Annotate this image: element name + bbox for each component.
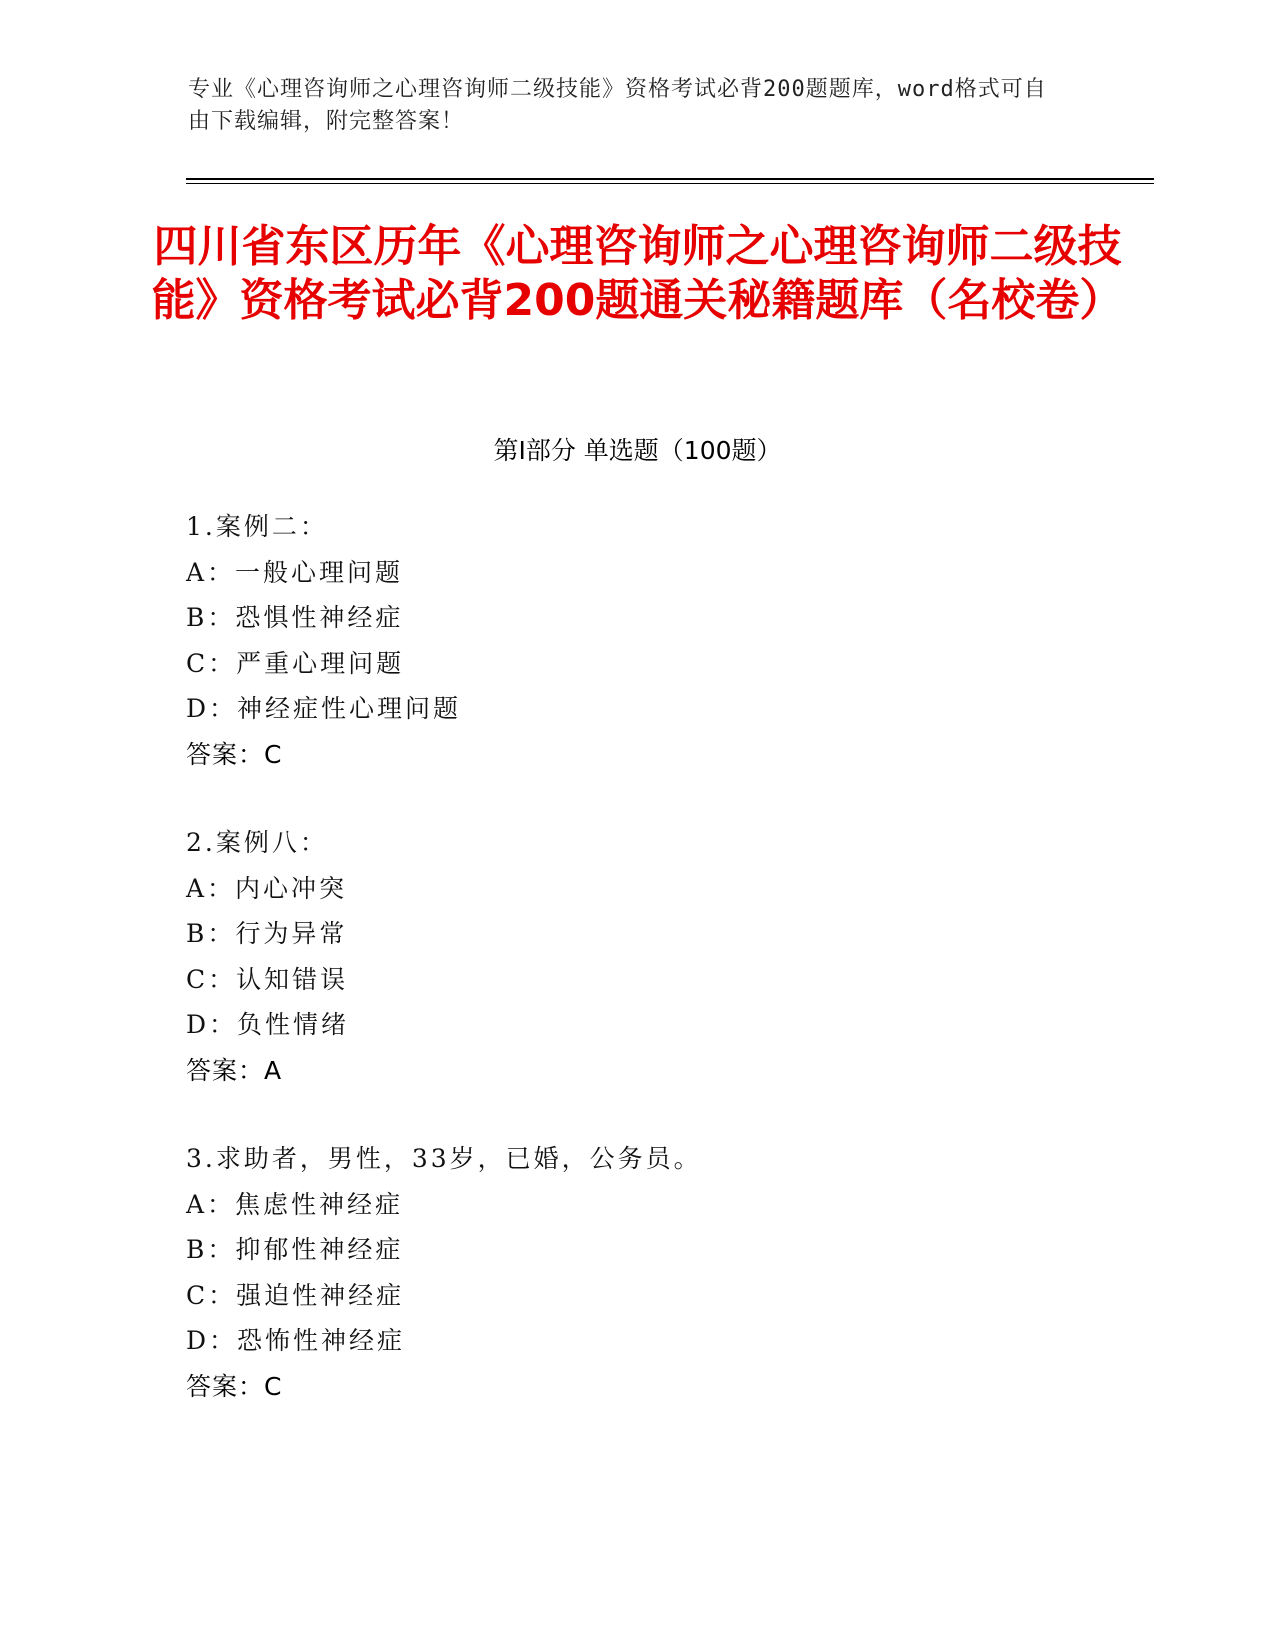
header-note: 专业《心理咨询师之心理咨询师二级技能》资格考试必背200题题库，word格式可自由下载编辑，附完整答案！ — [188, 77, 1047, 134]
answer: 答案：C — [186, 739, 283, 769]
option-d: D：神经症性心理问题 — [186, 694, 462, 723]
answer: 答案：C — [186, 1371, 283, 1401]
header-rule-thick — [186, 178, 1154, 180]
option-a: A：一般心理问题 — [186, 557, 404, 587]
question-3 — [186, 1136, 1086, 1409]
document-title: 四川省东区历年《心理咨询师之心理咨询师二级技能》资格考试必背200题通关秘籍题库（名校卷） — [151, 221, 1124, 326]
option-c: C：强迫性神经症 — [186, 1280, 405, 1310]
option-b: B：恐惧性神经症 — [186, 603, 404, 632]
question-stem: 3.求助者，男性，33岁，已婚，公务员。 — [186, 1144, 702, 1173]
question-stem: 2.案例八： — [186, 828, 328, 857]
question-stem: 1.案例二： — [186, 512, 328, 541]
option-c: C：严重心理问题 — [186, 648, 405, 678]
section-title: 第Ⅰ部分 单选题（100题） — [493, 436, 782, 465]
option-d: D：负性情绪 — [186, 1010, 350, 1039]
option-a: A：内心冲突 — [186, 873, 348, 903]
option-b: B：抑郁性神经症 — [186, 1235, 404, 1264]
question-1 — [186, 504, 1086, 777]
option-d: D：恐怖性神经症 — [186, 1326, 406, 1355]
header-rule-thin — [186, 183, 1154, 184]
option-a: A：焦虑性神经症 — [186, 1189, 404, 1219]
option-c: C：认知错误 — [186, 964, 349, 994]
option-b: B：行为异常 — [186, 919, 348, 948]
question-2 — [186, 820, 1086, 1093]
answer: 答案：A — [186, 1055, 283, 1085]
